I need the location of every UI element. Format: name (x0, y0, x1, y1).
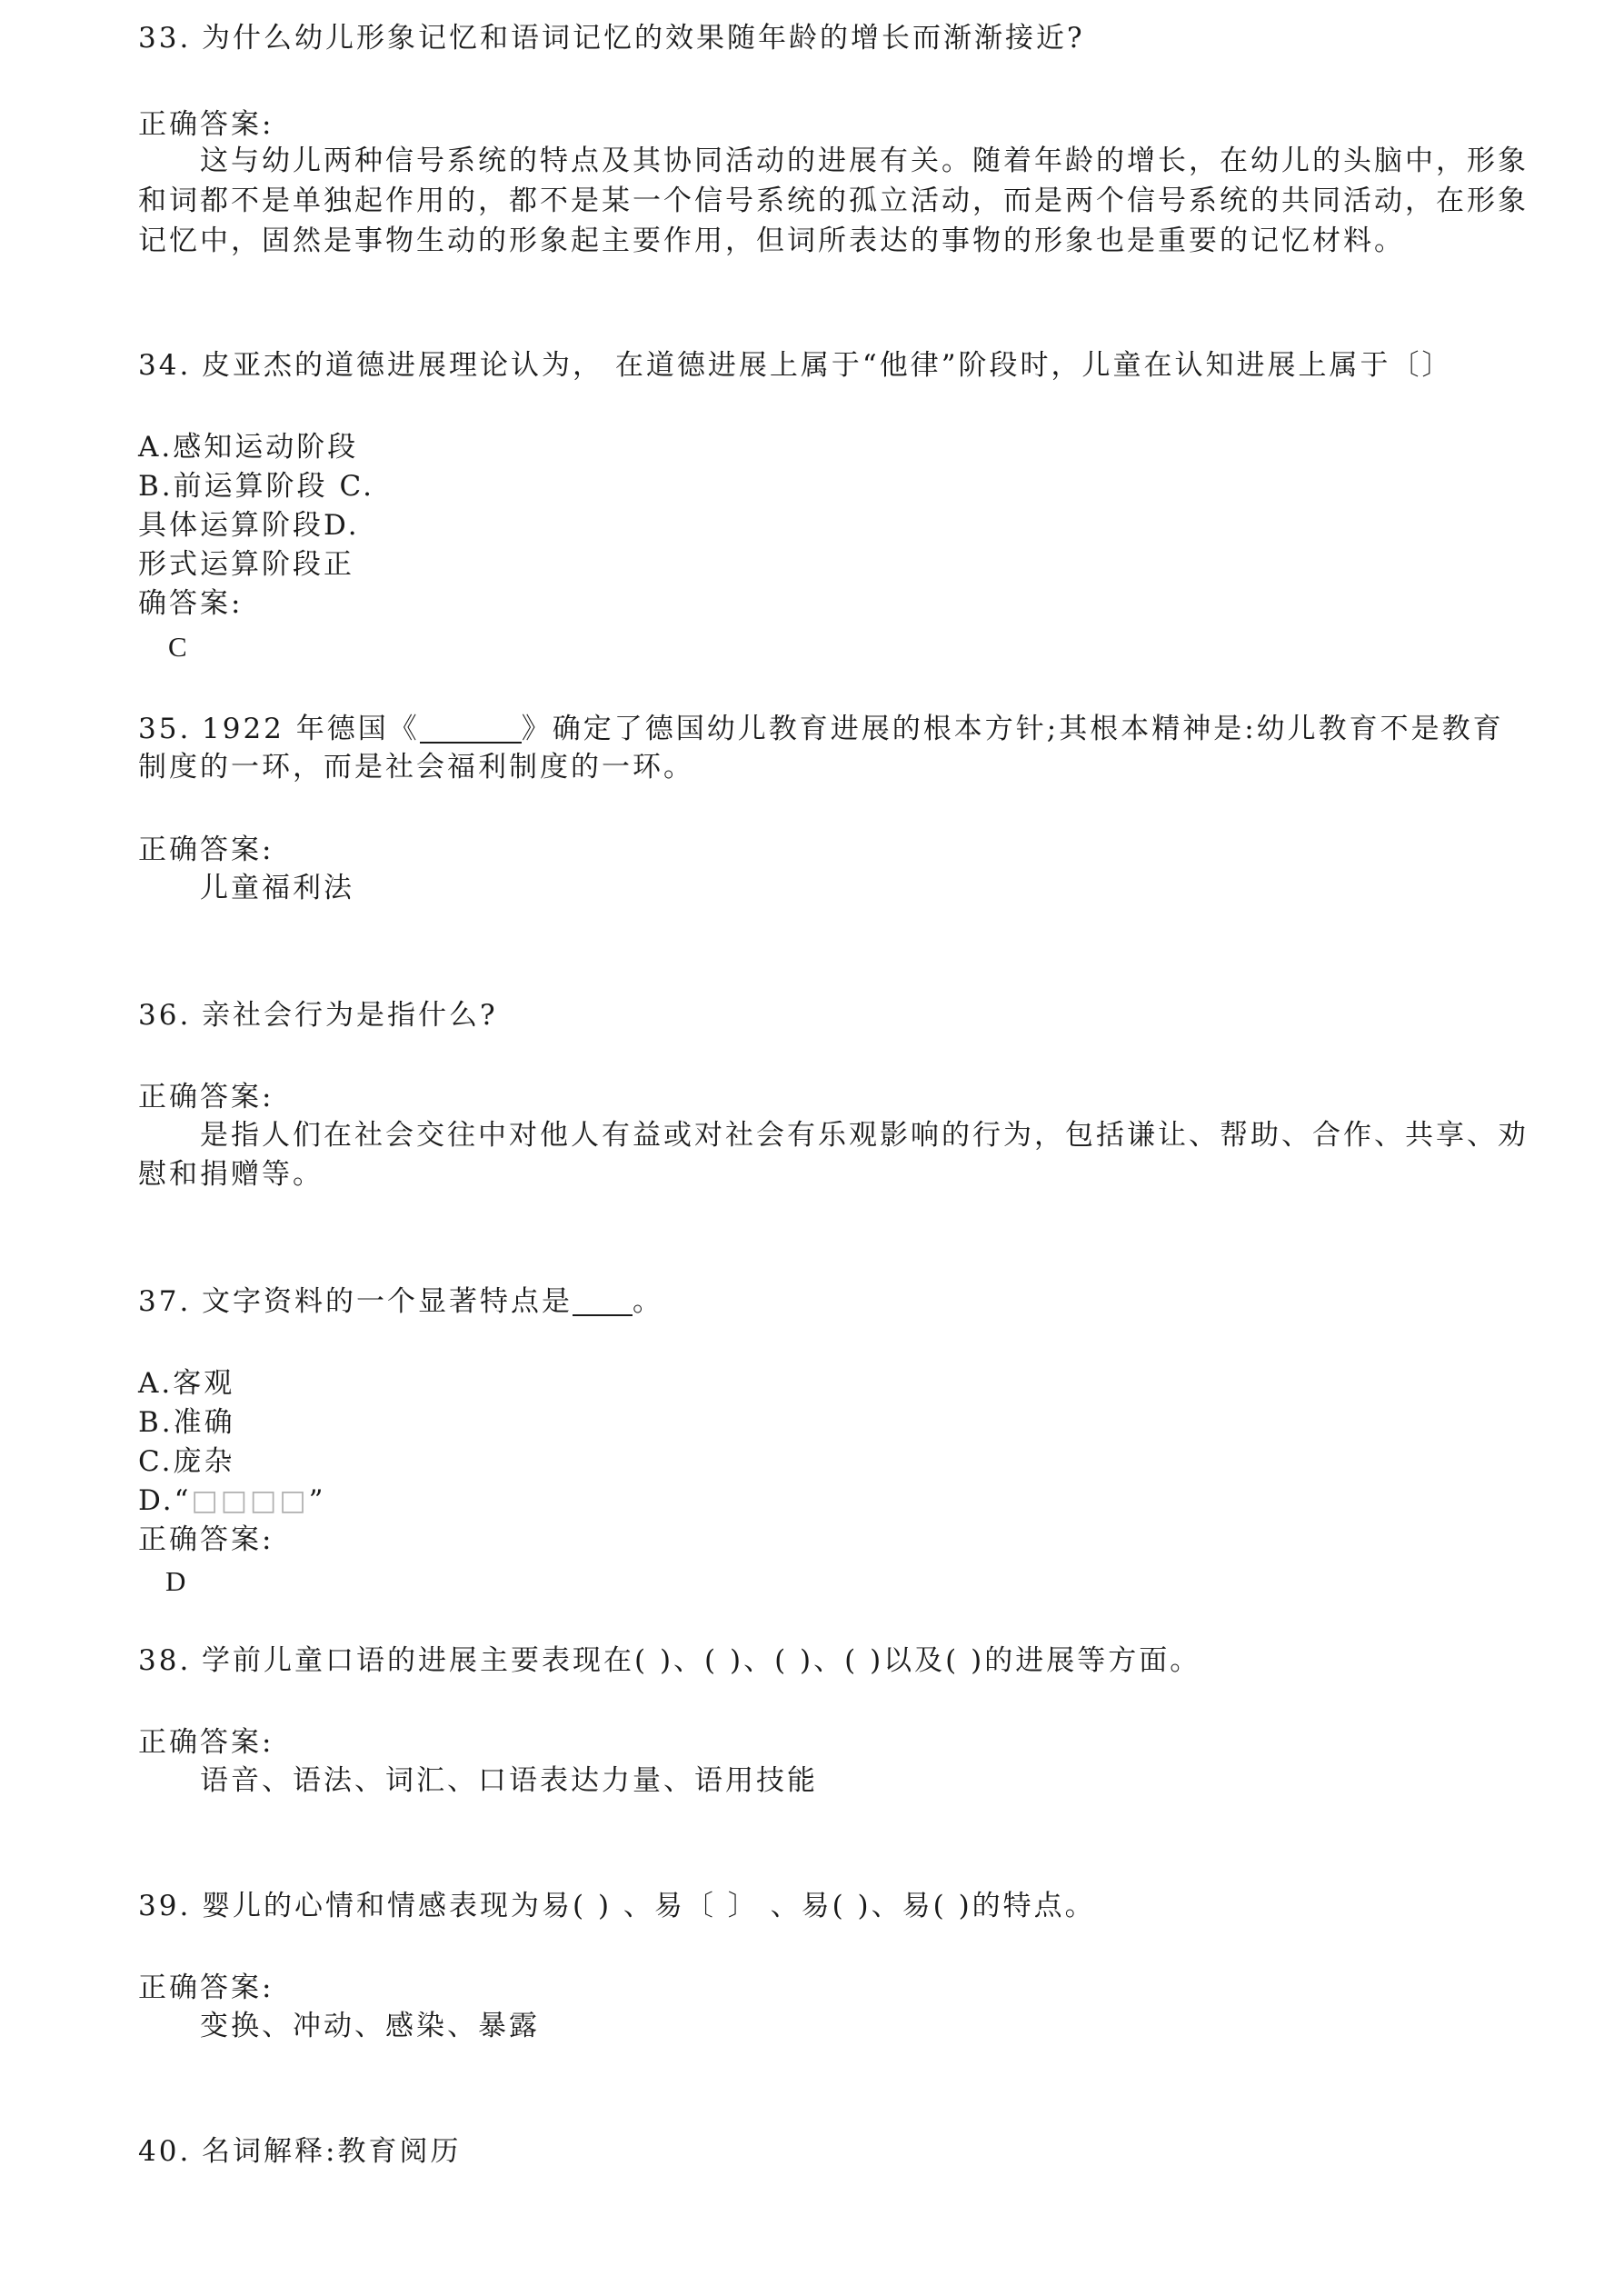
option-line: B.前运算阶段 C. (138, 470, 374, 503)
option-d-prefix: D.“ (138, 1484, 192, 1517)
fill-blank (420, 714, 522, 744)
question-text: 学前儿童口语的进展主要表现在( )、( )、( )、( )以及( )的进展等方面。 (202, 1644, 1201, 1677)
question-text-start: 1922 年德国《 (202, 713, 420, 745)
answer-line: 记忆中，固然是事物生动的形象起主要作用，但词所表达的事物的形象也是重要的记忆材料。 (138, 225, 1405, 257)
answer-label: 确答案: (138, 587, 244, 620)
question-text: 婴儿的心情和情感表现为易( ) 、易〔 〕 、易( )、易( )的特点。 (202, 1890, 1096, 1922)
question-number: 36. (138, 999, 192, 1032)
option-b: B.准确 (138, 1406, 235, 1439)
question-number: 38. (138, 1644, 192, 1677)
question-text: 皮亚杰的道德进展理论认为， 在道德进展上属于“他律”阶段时，儿童在认知进展上属于〔〕 (202, 349, 1453, 382)
question-number: 39. (138, 1890, 192, 1922)
question-text: 文字资料的一个显著特点是 (202, 1285, 573, 1318)
answer-label: 正确答案: (138, 1081, 274, 1113)
answer-value: 变换、冲动、感染、暴露 (200, 2010, 540, 2042)
option-d-suffix: ” (308, 1484, 326, 1517)
answer-label: 正确答案: (138, 1972, 274, 2004)
question-39 (138, 1886, 1096, 1926)
option-line: 具体运算阶段D. (138, 509, 360, 542)
question-number: 33. (138, 22, 192, 55)
option-line: 形式运算阶段正 (138, 548, 354, 581)
question-38 (138, 1641, 1201, 1681)
question-number: 34. (138, 349, 192, 382)
answer-label: 正确答案: (138, 834, 274, 866)
answer-label: 正确答案: (138, 1726, 274, 1759)
question-number: 35. (138, 713, 192, 745)
fill-blank (573, 1287, 633, 1316)
missing-glyphs: □□□□ (191, 1484, 309, 1517)
option-line: A.感知运动阶段 (138, 431, 359, 464)
answer-label: 正确答案: (138, 1523, 274, 1556)
answer-line: 这与幼儿两种信号系统的特点及其协同活动的进展有关。随着年龄的增长，在幼儿的头脑中，形象 (200, 145, 1529, 177)
question-33 (138, 18, 1085, 58)
answer-value: 儿童福利法 (200, 872, 354, 904)
question-35 (138, 709, 1504, 749)
question-36 (138, 995, 498, 1035)
question-number: 40. (138, 2135, 192, 2168)
question-text-line: 制度的一环，而是社会福利制度的一环。 (138, 751, 694, 784)
answer-line: 慰和捐赠等。 (138, 1158, 324, 1191)
question-text-end: 》确定了德国幼儿教育进展的根本方针;其根本精神是:幼儿教育不是教育 (521, 713, 1504, 745)
question-34 (138, 345, 1453, 385)
option-a: A.客观 (138, 1367, 235, 1400)
question-text: 亲社会行为是指什么? (202, 999, 498, 1032)
answer-line: 和词都不是单独起作用的，都不是某一个信号系统的孤立活动，而是两个信号系统的共同活动，在形象 (138, 185, 1529, 217)
option-c: C.庞杂 (138, 1445, 235, 1478)
question-text: 为什么幼儿形象记忆和语词记忆的效果随年龄的增长而渐渐接近? (202, 22, 1085, 55)
question-text-end: 。 (633, 1285, 663, 1318)
question-text: 名词解释:教育阅历 (202, 2135, 462, 2168)
answer-value: C (168, 631, 187, 663)
answer-value: 语音、语法、词汇、口语表达力量、语用技能 (200, 1764, 818, 1797)
question-37 (138, 1282, 663, 1322)
question-40 (138, 2131, 461, 2171)
answer-label: 正确答案: (138, 108, 274, 141)
answer-value: D (165, 1565, 186, 1597)
question-number: 37. (138, 1285, 192, 1318)
option-d (138, 1481, 325, 1521)
answer-line: 是指人们在社会交往中对他人有益或对社会有乐观影响的行为，包括谦让、帮助、合作、共享、劝 (200, 1119, 1529, 1152)
